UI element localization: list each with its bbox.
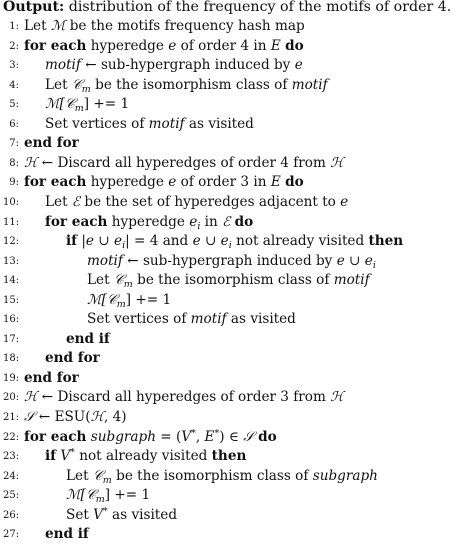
code-token: ℋ — [330, 389, 344, 406]
code-token: Set vertices of — [87, 311, 191, 328]
code-token: 𝒞 — [106, 291, 117, 308]
code-token: ℳ[ — [45, 96, 65, 113]
code-token: as visited — [107, 506, 178, 523]
code-token: m — [95, 494, 105, 506]
line-number: 5: — [9, 99, 19, 111]
code-token: Let — [45, 193, 72, 210]
code-token: 𝒞 — [85, 487, 96, 504]
output-line — [3, 0, 451, 17]
code-token: be the isomorphism class of — [90, 76, 292, 93]
line-code — [66, 232, 403, 251]
line-code — [24, 154, 344, 173]
line-code — [45, 213, 253, 232]
keyword: for each — [24, 428, 87, 445]
code-token: Let — [24, 18, 51, 34]
line-number: 22: — [3, 431, 20, 443]
code-token: 𝒞 — [71, 76, 82, 93]
code-token: E — [270, 37, 281, 54]
code-token: e — [192, 233, 201, 250]
code-token: ℋ — [330, 154, 344, 171]
line-code — [24, 173, 304, 192]
code-token: m — [81, 83, 91, 95]
line-code — [66, 467, 378, 486]
code-token: ℋ — [24, 389, 38, 406]
code-token: of order 3 in — [176, 174, 271, 191]
code-token: 𝒞 — [113, 272, 124, 289]
line-number: 2: — [9, 40, 19, 52]
code-token: motif — [148, 115, 185, 132]
line-number: 13: — [3, 255, 20, 267]
code-token: i — [122, 240, 126, 252]
code-token: i — [372, 259, 376, 271]
code-token: e — [336, 252, 345, 269]
line-number: 27: — [3, 529, 20, 541]
keyword: for each — [45, 213, 108, 230]
line-code — [45, 95, 129, 114]
code-token: motif — [333, 272, 370, 289]
line-number: 18: — [3, 353, 20, 365]
code-token: , — [195, 428, 205, 445]
output-label: Output: — [3, 0, 65, 15]
keyword: end for — [24, 135, 79, 152]
line-number: 20: — [3, 392, 20, 404]
code-token: be the isomorphism class of — [111, 467, 313, 484]
code-token: Let — [87, 272, 114, 289]
code-token: , 4) — [104, 409, 127, 425]
line-number: 11: — [3, 216, 20, 228]
code-token: e — [294, 57, 303, 74]
code-token: Let — [45, 76, 72, 93]
code-token: Set — [66, 506, 94, 523]
keyword: if — [66, 233, 78, 250]
line-code — [24, 428, 277, 447]
line-code — [45, 349, 100, 368]
line-code — [45, 115, 254, 134]
code-token: ℰ — [71, 193, 81, 210]
code-token: subgraph — [90, 428, 156, 445]
code-token: Set vertices of — [45, 115, 149, 132]
line-number: 9: — [9, 177, 19, 189]
keyword: do — [234, 213, 254, 230]
code-token: ℋ — [90, 409, 104, 425]
code-token: be the set of hyperedges adjacent to — [80, 193, 341, 210]
keyword: do — [285, 37, 304, 54]
line-number: 10: — [3, 196, 20, 208]
line-number: 16: — [3, 314, 20, 326]
code-token: ℰ — [222, 213, 231, 230]
code-token: hyperedge — [86, 37, 169, 54]
code-token: ← ESU( — [34, 409, 91, 425]
code-token: = ( — [155, 428, 182, 445]
code-token: i — [197, 220, 201, 232]
keyword: end if — [66, 330, 110, 347]
line-code — [66, 486, 150, 505]
code-token: be the isomorphism class of — [132, 272, 334, 289]
code-token: E — [270, 174, 281, 191]
code-token: ℳ — [50, 18, 66, 34]
code-token: ] += 1 — [125, 291, 172, 308]
line-code — [24, 369, 79, 388]
code-token: * — [191, 427, 196, 439]
code-token: 𝒮 — [24, 409, 35, 425]
line-number: 19: — [3, 372, 20, 384]
code-token: ℳ[ — [87, 291, 107, 308]
code-token: V — [93, 506, 103, 523]
code-token: motif — [291, 76, 328, 93]
line-number: 24: — [3, 470, 20, 482]
code-token: ∪ — [200, 233, 221, 250]
line-code — [45, 56, 303, 75]
line-code — [24, 37, 304, 56]
code-token: i — [228, 240, 232, 252]
line-code — [87, 271, 370, 290]
keyword: for each — [24, 174, 87, 191]
line-code — [24, 134, 79, 153]
keyword: end for — [45, 350, 100, 367]
code-token: hyperedge — [86, 174, 169, 191]
code-token: m — [123, 279, 133, 291]
output-description: distribution of the frequency of the motifs of order 4. — [64, 0, 452, 15]
keyword: then — [368, 233, 404, 250]
line-code — [24, 17, 305, 36]
code-token: V — [60, 448, 71, 465]
line-code — [45, 76, 328, 95]
code-token: ∪ — [344, 252, 365, 269]
code-token: m — [74, 103, 84, 115]
code-token: V — [181, 428, 192, 445]
line-number: 6: — [9, 118, 19, 130]
line-number: 8: — [9, 157, 19, 169]
keyword: for each — [24, 37, 87, 54]
line-code — [45, 447, 246, 466]
keyword: if — [45, 448, 57, 465]
code-token: be the motifs frequency hash map — [65, 18, 305, 34]
line-number: 14: — [3, 275, 20, 287]
code-token: hyperedge — [107, 213, 190, 230]
code-token: e — [168, 37, 177, 54]
code-token: * — [214, 427, 220, 439]
keyword: end if — [45, 526, 89, 543]
code-token: e — [189, 213, 198, 230]
line-number: 23: — [3, 451, 20, 463]
code-token: e — [340, 193, 349, 210]
keyword: do — [258, 428, 277, 445]
code-token: 𝒞 — [64, 96, 75, 113]
code-token: as visited — [184, 115, 254, 132]
code-token: not already visited — [74, 448, 212, 465]
line-code — [24, 408, 127, 427]
code-token: e — [364, 252, 373, 269]
code-token: ← sub-hypergraph induced by — [80, 57, 295, 74]
line-number: 15: — [3, 294, 20, 306]
line-number: 25: — [3, 490, 20, 502]
line-number: 26: — [3, 509, 20, 521]
code-token: motif — [87, 252, 123, 269]
line-number: 17: — [3, 333, 20, 345]
line-number: 7: — [9, 138, 19, 150]
code-token: ] += 1 — [83, 96, 130, 113]
code-token: e — [220, 233, 229, 250]
code-token: * — [102, 505, 108, 517]
keyword: do — [285, 174, 304, 191]
code-token: Let — [66, 467, 93, 484]
code-token: e — [168, 174, 177, 191]
line-number: 1: — [9, 21, 19, 32]
line-code — [66, 506, 177, 525]
code-token: ] += 1 — [104, 487, 151, 504]
code-token: m — [116, 298, 126, 310]
line-code — [24, 388, 344, 407]
code-token: motif — [190, 311, 227, 328]
code-token: ← Discard all hyperedges of order 4 from — [37, 154, 331, 171]
code-token: ℳ[ — [66, 487, 86, 504]
code-token: ℋ — [24, 154, 38, 171]
code-token: 𝒞 — [92, 467, 103, 484]
line-code — [87, 310, 296, 329]
line-number: 21: — [3, 412, 20, 423]
code-token: e — [114, 233, 123, 250]
code-token: E — [204, 428, 215, 445]
line-code — [45, 525, 89, 544]
code-token: ← Discard all hyperedges of order 3 from — [37, 389, 331, 406]
code-token: 𝒮 — [243, 428, 254, 445]
line-number: 4: — [9, 79, 19, 91]
code-token: as visited — [226, 311, 296, 328]
code-token: motif — [45, 57, 81, 74]
code-token: subgraph — [312, 467, 378, 484]
code-token: in — [200, 213, 223, 230]
code-token: | = 4 and — [125, 233, 193, 250]
code-token: of order 4 in — [176, 37, 271, 54]
code-token: ← sub-hypergraph induced by — [122, 252, 337, 269]
line-code — [87, 291, 171, 310]
code-token: ) ∈ — [219, 428, 244, 445]
code-token: e — [85, 233, 94, 250]
code-token: m — [102, 474, 112, 486]
code-token: not already visited — [231, 233, 369, 250]
code-token: ∪ — [93, 233, 115, 250]
keyword: then — [211, 448, 247, 465]
line-code — [45, 193, 348, 212]
line-number: 3: — [9, 60, 19, 72]
line-number: 12: — [3, 236, 20, 248]
keyword: end for — [24, 369, 79, 386]
line-code — [66, 330, 110, 349]
line-code — [87, 252, 376, 271]
code-token: * — [70, 447, 75, 459]
code-token: | — [77, 233, 86, 250]
